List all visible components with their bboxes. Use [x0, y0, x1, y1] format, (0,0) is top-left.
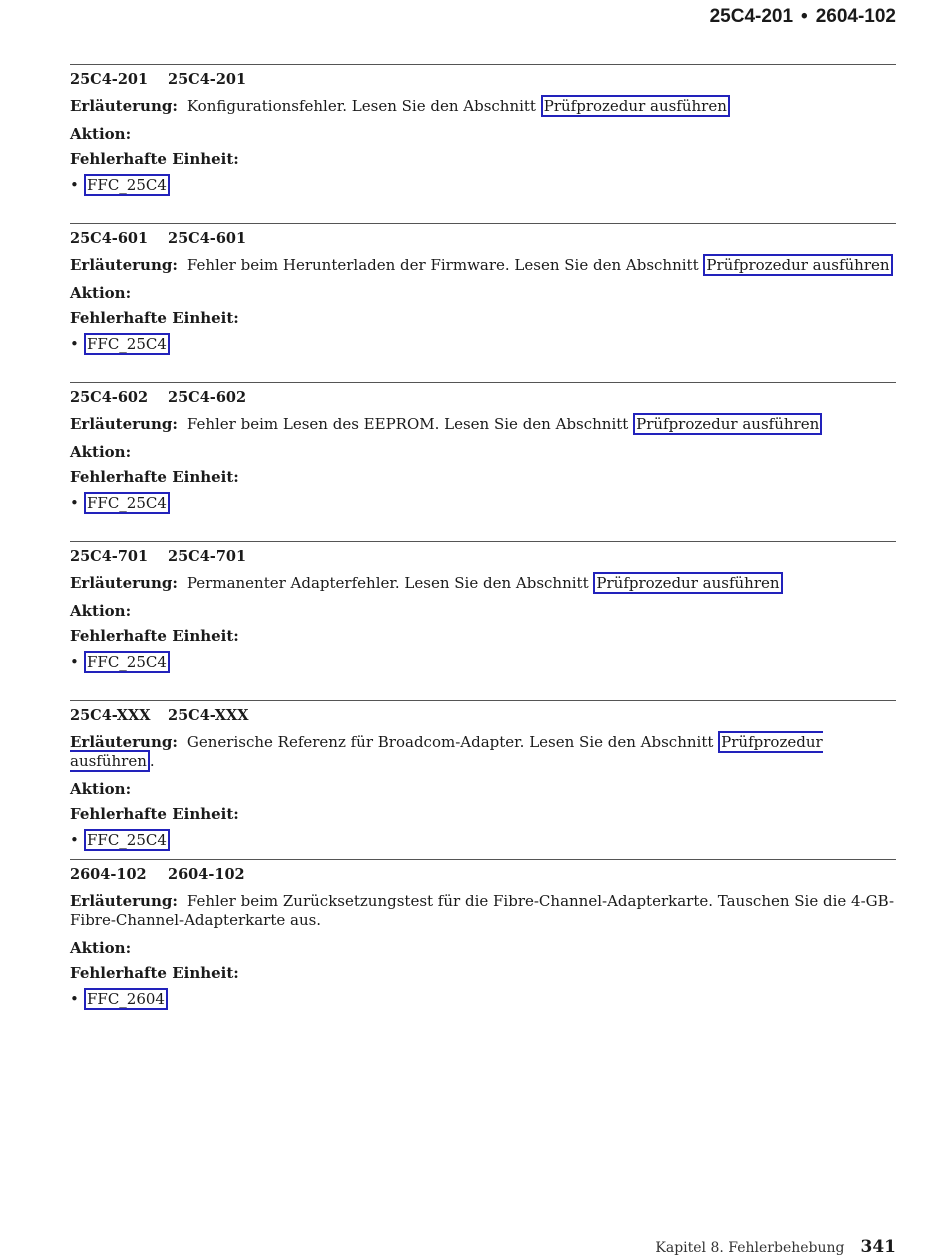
bullet-icon: • [70, 831, 79, 849]
faulty-unit-item [70, 334, 896, 354]
explanation-label: Erläuterung: [70, 892, 178, 910]
error-code-title: 25C4-201 [168, 71, 247, 88]
error-code-row [70, 389, 896, 407]
procedure-link[interactable]: Prüfprozedur ausführen [70, 733, 823, 770]
explanation [70, 574, 896, 593]
explanation-text: Generische Referenz für Broadcom-Adapter. Lesen Sie den Abschnitt [186, 733, 714, 751]
explanation-text: Permanenter Adapterfehler. Lesen Sie den Abschnitt [186, 574, 589, 592]
error-code-title: 25C4-601 [168, 230, 247, 247]
error-code-title: 25C4-602 [168, 389, 247, 406]
page-footer [655, 1237, 896, 1257]
faulty-unit-item [70, 175, 896, 195]
bullet-icon: • [70, 653, 79, 671]
faulty-unit-item [70, 652, 896, 672]
error-entry [70, 223, 896, 382]
procedure-link[interactable]: Prüfprozedur ausführen [633, 413, 822, 435]
bullet-icon: • [70, 990, 79, 1008]
error-entry [70, 859, 896, 1009]
faulty-unit-label: Fehlerhafte Einheit: [70, 964, 239, 982]
ffc-link[interactable]: FFC_25C4 [84, 492, 170, 514]
error-entry [70, 382, 896, 541]
explanation-label: Erläuterung: [70, 97, 178, 115]
error-entry [70, 541, 896, 700]
explanation [70, 892, 896, 930]
header-right-code: 2604-102 [815, 6, 896, 27]
explanation [70, 97, 896, 116]
explanation-label: Erläuterung: [70, 574, 178, 592]
error-code: 25C4-201 [70, 71, 149, 88]
faulty-unit-label: Fehlerhafte Einheit: [70, 309, 239, 327]
bullet-icon: • [70, 494, 79, 512]
error-code-title: 25C4-XXX [168, 707, 249, 724]
error-code-row [70, 71, 896, 89]
action-label: Aktion: [70, 284, 132, 302]
error-code-row [70, 866, 896, 884]
explanation-text: Fehler beim Zurücksetzungstest für die Fibre-Channel-Adapterkarte. Tauschen Sie die 4-GB-Fibre-Channel-Adapterkarte aus. [70, 892, 895, 929]
faulty-unit-label: Fehlerhafte Einheit: [70, 150, 239, 168]
footer-chapter: Kapitel 8. Fehlerbehebung [655, 1240, 845, 1256]
ffc-link[interactable]: FFC_25C4 [84, 333, 170, 355]
error-entry [70, 700, 896, 859]
faulty-unit-item [70, 989, 896, 1009]
ffc-link[interactable]: FFC_25C4 [84, 174, 170, 196]
ffc-link[interactable]: FFC_25C4 [84, 829, 170, 851]
faulty-unit-item [70, 493, 896, 513]
action-label: Aktion: [70, 939, 132, 957]
procedure-link[interactable]: Prüfprozedur ausführen [541, 95, 730, 117]
error-code-row [70, 548, 896, 566]
running-header [710, 6, 896, 28]
procedure-link[interactable]: Prüfprozedur ausführen [703, 254, 892, 276]
action-label: Aktion: [70, 443, 132, 461]
error-code-title: 2604-102 [168, 866, 245, 883]
explanation-suffix: . [149, 752, 155, 770]
error-code-list [70, 64, 896, 1009]
explanation-text: Fehler beim Lesen des EEPROM. Lesen Sie den Abschnitt [186, 415, 629, 433]
ffc-link[interactable]: FFC_2604 [84, 988, 168, 1010]
action-label: Aktion: [70, 125, 132, 143]
bullet-icon: • [70, 176, 79, 194]
header-separator: • [801, 6, 808, 27]
explanation-label: Erläuterung: [70, 415, 178, 433]
faulty-unit-label: Fehlerhafte Einheit: [70, 468, 239, 486]
page-number: 341 [860, 1237, 896, 1257]
error-code: 25C4-602 [70, 389, 149, 406]
faulty-unit-item [70, 830, 896, 850]
faulty-unit-label: Fehlerhafte Einheit: [70, 805, 239, 823]
explanation [70, 415, 896, 434]
explanation-label: Erläuterung: [70, 256, 178, 274]
error-code: 25C4-601 [70, 230, 149, 247]
error-code: 25C4-XXX [70, 707, 151, 724]
faulty-unit-label: Fehlerhafte Einheit: [70, 627, 239, 645]
header-left-code: 25C4-201 [709, 6, 794, 27]
error-code: 25C4-701 [70, 548, 149, 565]
explanation-label: Erläuterung: [70, 733, 178, 751]
error-code-row [70, 707, 896, 725]
explanation [70, 256, 896, 275]
bullet-icon: • [70, 335, 79, 353]
error-code-row [70, 230, 896, 248]
procedure-link[interactable]: Prüfprozedur ausführen [593, 572, 782, 594]
error-code: 2604-102 [70, 866, 147, 883]
action-label: Aktion: [70, 780, 132, 798]
ffc-link[interactable]: FFC_25C4 [84, 651, 170, 673]
error-entry [70, 64, 896, 223]
action-label: Aktion: [70, 602, 132, 620]
error-code-title: 25C4-701 [168, 548, 247, 565]
explanation-text: Konfigurationsfehler. Lesen Sie den Abschnitt [186, 97, 536, 115]
explanation [70, 733, 896, 771]
explanation-text: Fehler beim Herunterladen der Firmware. Lesen Sie den Abschnitt [186, 256, 699, 274]
